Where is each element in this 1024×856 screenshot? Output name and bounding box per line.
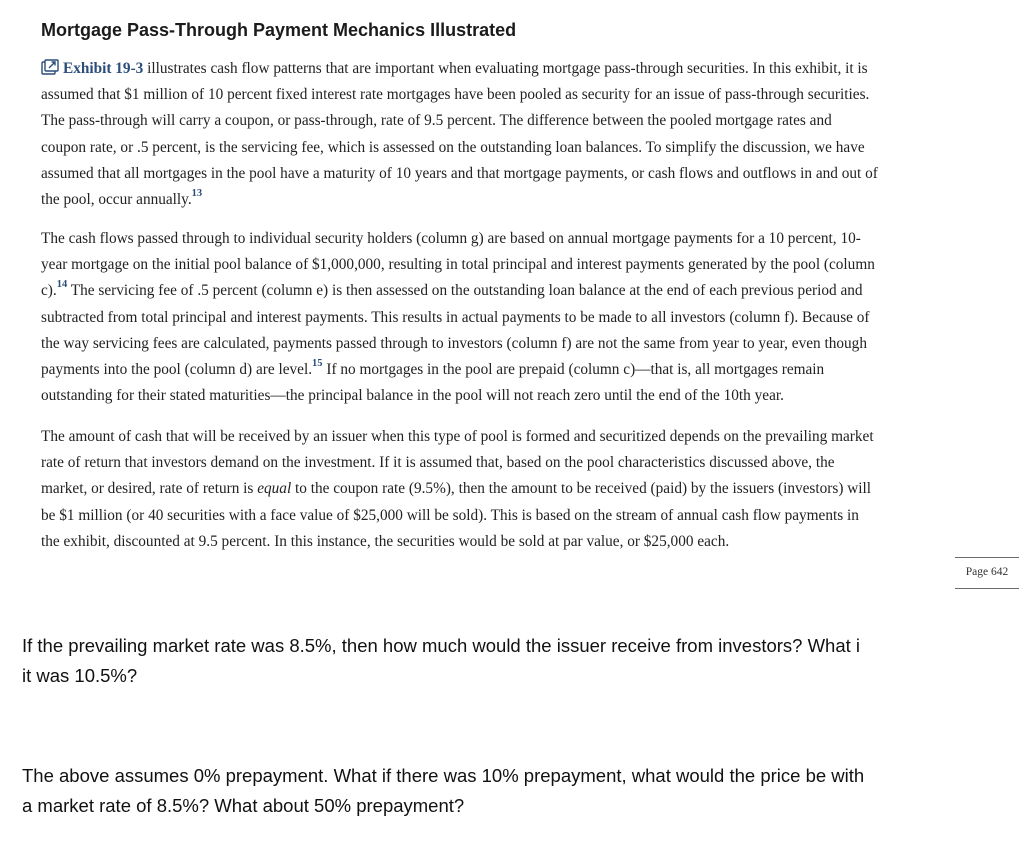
paragraph-line [41, 56, 1021, 82]
external-link-icon[interactable] [41, 59, 59, 75]
paragraph-text: c). [41, 282, 57, 300]
paragraph-line: assumed that all mortgages in the pool have a maturity of 10 years and that mortgage payments, or cash flows and outflows in and out of [41, 164, 878, 182]
paragraph-text: If no mortgages in the pool are prepaid (column c)—that is, all mortgages remain [322, 360, 825, 378]
paragraph-text: market, or desired, rate of return is [41, 480, 258, 498]
paragraph-line: rate of return that investors demand on the investment. If it is assumed that, based on the pool characteristics discussed above, the [41, 454, 835, 472]
paragraph-text: illustrates cash flow patterns that are important when evaluating mortgage pass-through securities. In this exhibit, it is [143, 60, 868, 77]
paragraph-line: coupon rate, or .5 percent, is the servicing fee, which is assessed on the outstanding loan balances. To simplify the discussion, we have [41, 138, 865, 156]
paragraph-line: the way servicing fees are calculated, payments passed through to investors (column f) are not the same from year to year, even though [41, 334, 867, 352]
paragraph-line: The amount of cash that will be received by an issuer when this type of pool is formed and securitized depends on the prevailing market [41, 428, 874, 445]
question-2 [22, 761, 1024, 821]
paragraph-line [41, 278, 1021, 304]
paragraph-line: year mortgage on the initial pool balance of $1,000,000, resulting in total principal and interest payments generated by the pool (column [41, 256, 875, 274]
paragraph-text: payments into the pool (column d) are level. [41, 360, 313, 378]
question-1 [22, 631, 1024, 691]
paragraph-line: outstanding for their stated maturities—the principal balance in the pool will not reach zero until the end of the 10th year. [41, 387, 784, 405]
paragraph-line [41, 187, 1021, 213]
paragraph-1 [41, 56, 1021, 213]
paragraph-text: to the coupon rate (9.5%), then the amount to be received (paid) by the issuers (investors) will [291, 480, 872, 498]
paragraph-line: The pass-through will carry a coupon, or pass-through, rate of 9.5 percent. The difference between the pooled mortgage rates and [41, 112, 832, 130]
question-line: If the prevailing market rate was 8.5%, then how much would the issuer receive from investors? What i [22, 635, 861, 656]
question-line: a market rate of 8.5%? What about 50% prepayment? [22, 795, 465, 816]
footnote-ref[interactable]: 13 [191, 187, 203, 199]
emphasis-text: equal [257, 480, 292, 498]
paragraph-line [41, 476, 1021, 502]
paragraph-3 [41, 424, 1021, 555]
footnote-ref[interactable]: 15 [312, 357, 323, 369]
paragraph-2 [41, 226, 1021, 409]
page-number-marker: Page 642 [955, 557, 1019, 589]
paragraph-line: assumed that $1 million of 10 percent fixed interest rate mortgages have been pooled as security for an issue of pass-through securities. [41, 86, 870, 104]
paragraph-line: subtracted from total principal and interest payments. This results in actual payments to be made to all investors (column f). Because of [41, 308, 870, 326]
footnote-ref[interactable]: 14 [56, 279, 68, 291]
paragraph-line [41, 357, 1021, 383]
paragraph-text: The servicing fee of .5 percent (column e) is then assessed on the outstanding loan balance at the end of each previous period and [67, 282, 863, 300]
paragraph-line: The cash flows passed through to individual security holders (column g) are based on annual mortgage payments for a 10 percent, 10- [41, 230, 861, 247]
paragraph-line: the exhibit, discounted at 9.5 percent. In this instance, the securities would be sold at par value, or $25,000 each. [41, 532, 730, 550]
question-line: it was 10.5%? [22, 665, 138, 686]
paragraph-text: the pool, occur annually. [41, 190, 192, 208]
question-line: The above assumes 0% prepayment. What if there was 10% prepayment, what would the price be with [22, 765, 865, 786]
exhibit-link[interactable]: Exhibit 19-3 [63, 60, 144, 77]
section-title: Mortgage Pass-Through Payment Mechanics Illustrated [41, 20, 517, 40]
paragraph-line: be $1 million (or 40 securities with a face value of $25,000 will be sold). This is based on the stream of annual cash flow payments in [41, 506, 859, 524]
